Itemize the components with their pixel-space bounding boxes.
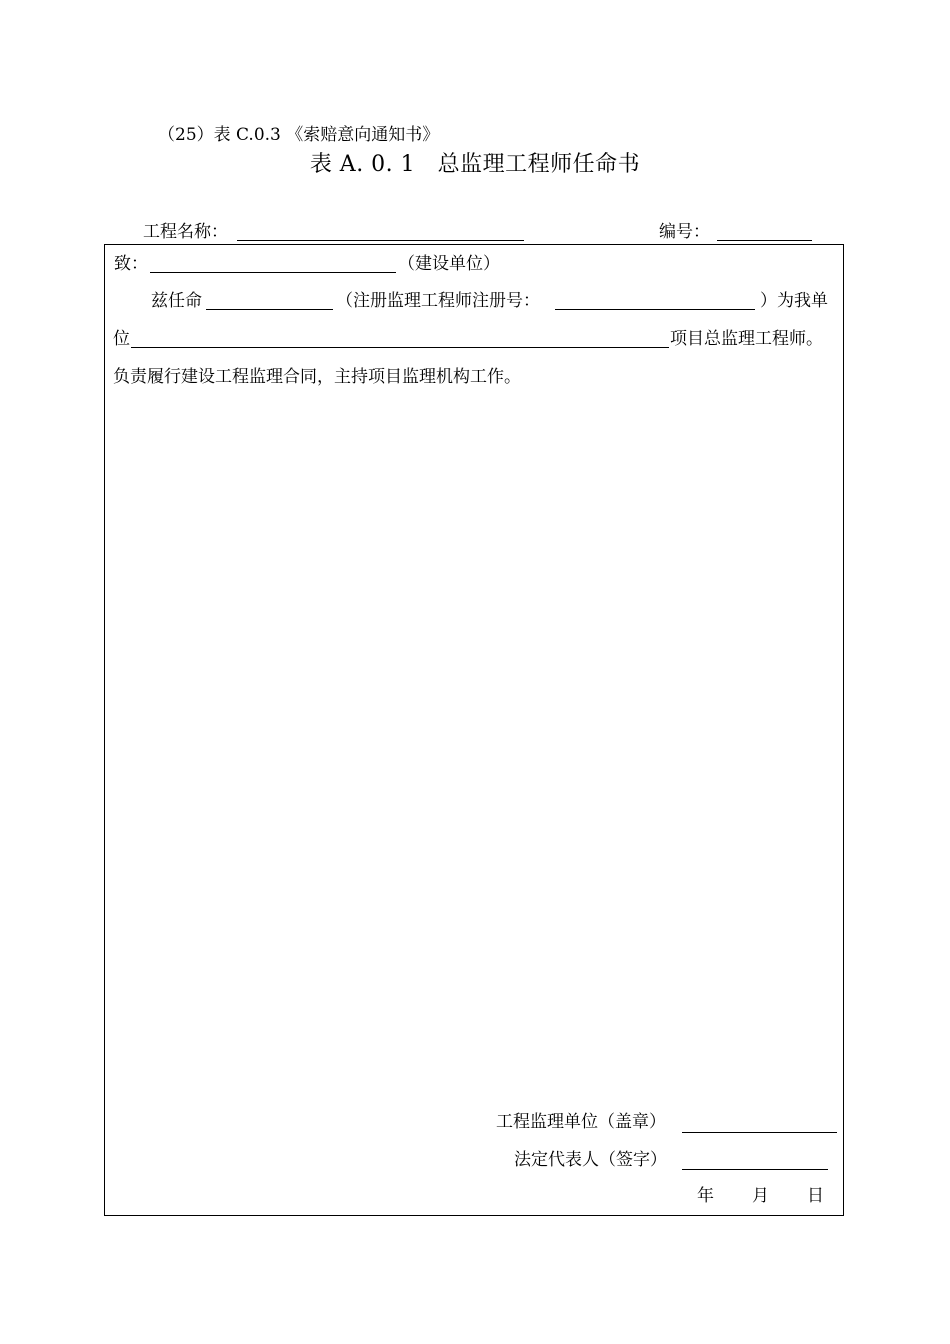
supervision-unit-seal-label: 工程监理单位（盖章） [496, 1112, 666, 1132]
form-title: 表 A. 0. 1 总监理工程师任命书 [309, 152, 641, 177]
project-name-field[interactable] [237, 240, 524, 241]
legal-representative-signature-field[interactable] [682, 1169, 828, 1170]
legal-representative-label: 法定代表人（签字） [514, 1150, 667, 1170]
form-body-box [104, 244, 844, 1216]
appoint-tail: ）为我单 [760, 291, 828, 311]
date-day-label: 日 [807, 1186, 824, 1206]
appointee-name-field[interactable] [206, 309, 333, 310]
client-unit-field[interactable] [150, 272, 396, 273]
project-unit-field[interactable] [131, 347, 669, 348]
project-name-label: 工程名称： [143, 222, 228, 242]
number-label: 编号： [659, 222, 710, 242]
registration-number-label: （注册监理工程师注册号： [336, 291, 540, 311]
registration-number-field[interactable] [555, 309, 755, 310]
date-year-label: 年 [697, 1186, 714, 1206]
form-reference: （25）表 C.0.3 《索赔意向通知书》 [158, 125, 440, 145]
unit-prefix: 位 [113, 329, 130, 349]
number-field[interactable] [717, 240, 812, 241]
supervision-unit-seal-field[interactable] [682, 1132, 837, 1133]
to-suffix: （建设单位） [398, 254, 500, 274]
appoint-prefix: 兹任命 [151, 291, 202, 311]
unit-suffix: 项目总监理工程师。 [670, 329, 823, 349]
to-label: 致： [114, 254, 148, 274]
duty-text: 负责履行建设工程监理合同，主持项目监理机构工作。 [113, 367, 521, 387]
date-month-label: 月 [752, 1186, 769, 1206]
